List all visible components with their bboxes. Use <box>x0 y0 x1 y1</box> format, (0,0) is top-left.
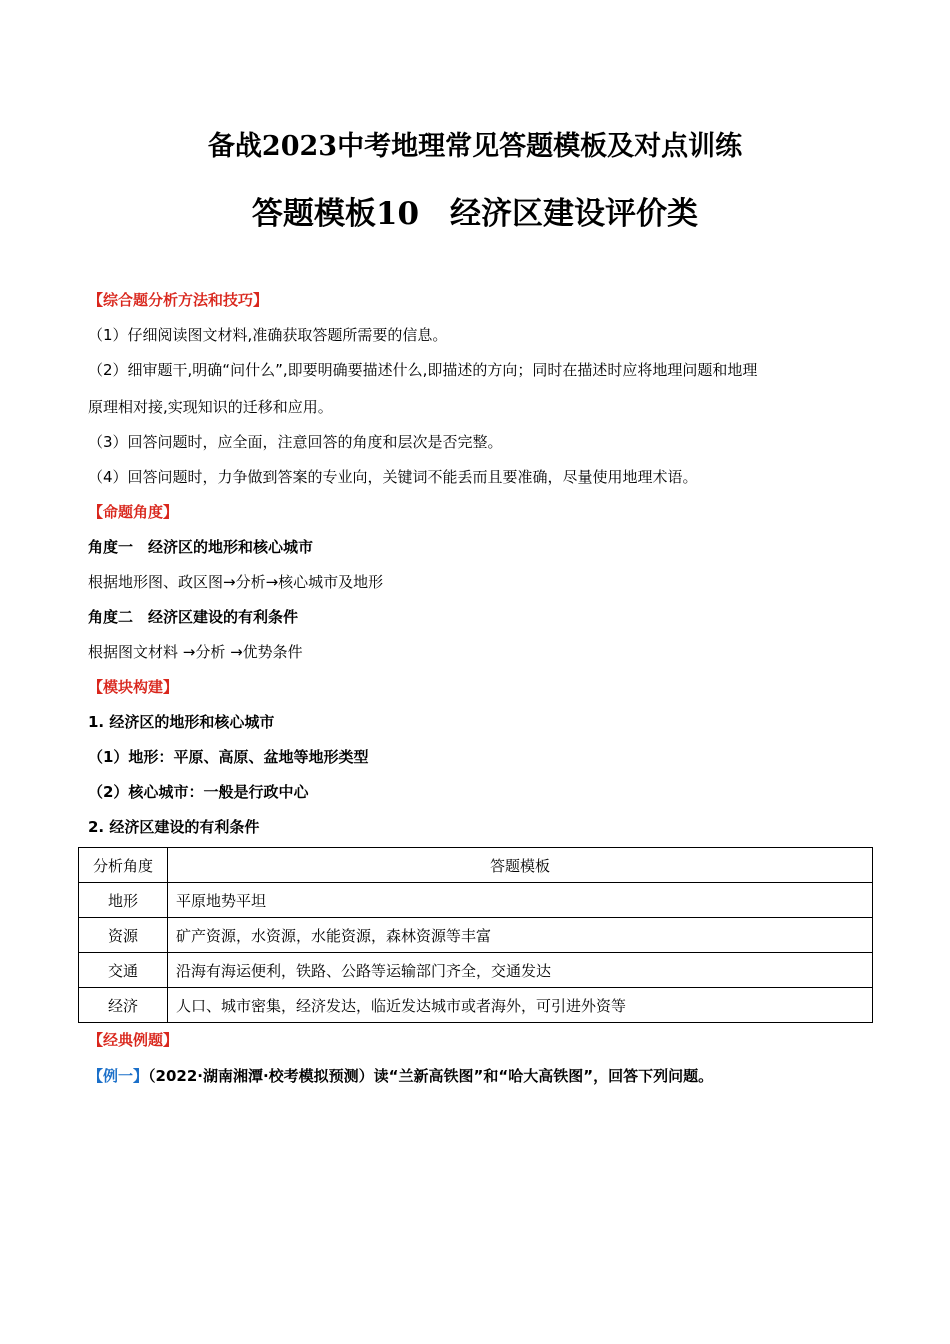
analysis-item-2-cont: 原理相对接,实现知识的迁移和应用。 <box>88 398 333 416</box>
module-point-1a: （1）地形：平原、高原、盆地等地形类型 <box>88 748 369 766</box>
example-heading: 【经典例题】 <box>88 1031 179 1049</box>
table-header-cell: 分析角度 <box>79 848 168 883</box>
example-tag: 【例一】 <box>88 1067 149 1085</box>
table-cell-angle: 经济 <box>79 988 168 1023</box>
table-cell-template: 矿产资源，水资源，水能资源，森林资源等丰富 <box>168 918 873 953</box>
angle1-title: 角度一 经济区的地形和核心城市 <box>88 538 314 556</box>
angle-heading: 【命题角度】 <box>88 503 179 521</box>
analysis-item-3: （3）回答问题时，应全面，注意回答的角度和层次是否完整。 <box>88 433 503 451</box>
table-cell-angle: 地形 <box>79 883 168 918</box>
module-point-1b: （2）核心城市：一般是行政中心 <box>88 783 309 801</box>
table-cell-template: 人口、城市密集，经济发达，临近发达城市或者海外，可引进外资等 <box>168 988 873 1023</box>
example-line <box>88 1066 713 1086</box>
table-cell-angle: 交通 <box>79 953 168 988</box>
table-header-row <box>79 848 873 883</box>
angle2-title: 角度二 经济区建设的有利条件 <box>88 608 299 626</box>
angle2-text: 根据图文材料 →分析 →优势条件 <box>88 643 303 661</box>
analysis-item-4: （4）回答问题时，力争做到答案的专业向，关键词不能丢而且要准确，尽量使用地理术语。 <box>88 468 698 486</box>
table-header-cell: 答题模板 <box>168 848 873 883</box>
analysis-item-1: （1）仔细阅读图文材料,准确获取答题所需要的信息。 <box>88 326 448 344</box>
table-row <box>79 953 873 988</box>
template-table <box>78 847 873 1023</box>
module-point-1: 1. 经济区的地形和核心城市 <box>88 713 275 731</box>
document-subtitle: 答题模板10 经济区建设评价类 <box>251 196 699 232</box>
document-title: 备战2023中考地理常见答题模板及对点训练 <box>207 131 743 162</box>
table-cell-angle: 资源 <box>79 918 168 953</box>
analysis-item-2: （2）细审题干,明确“问什么”,即要明确要描述什么,即描述的方向；同时在描述时应将地理问题和地理 <box>88 361 758 379</box>
table-row <box>79 988 873 1023</box>
analysis-heading: 【综合题分析方法和技巧】 <box>88 291 269 309</box>
module-heading: 【模块构建】 <box>88 678 179 696</box>
table-cell-template: 沿海有海运便利，铁路、公路等运输部门齐全，交通发达 <box>168 953 873 988</box>
module-point-2: 2. 经济区建设的有利条件 <box>88 818 260 836</box>
table-cell-template: 平原地势平坦 <box>168 883 873 918</box>
angle1-text: 根据地形图、政区图→分析→核心城市及地形 <box>88 573 384 591</box>
table-row <box>79 918 873 953</box>
example-text: （2022·湖南湘潭·校考模拟预测）读“兰新高铁图”和“哈大高铁图”，回答下列问题。 <box>148 1067 714 1085</box>
table-row <box>79 883 873 918</box>
